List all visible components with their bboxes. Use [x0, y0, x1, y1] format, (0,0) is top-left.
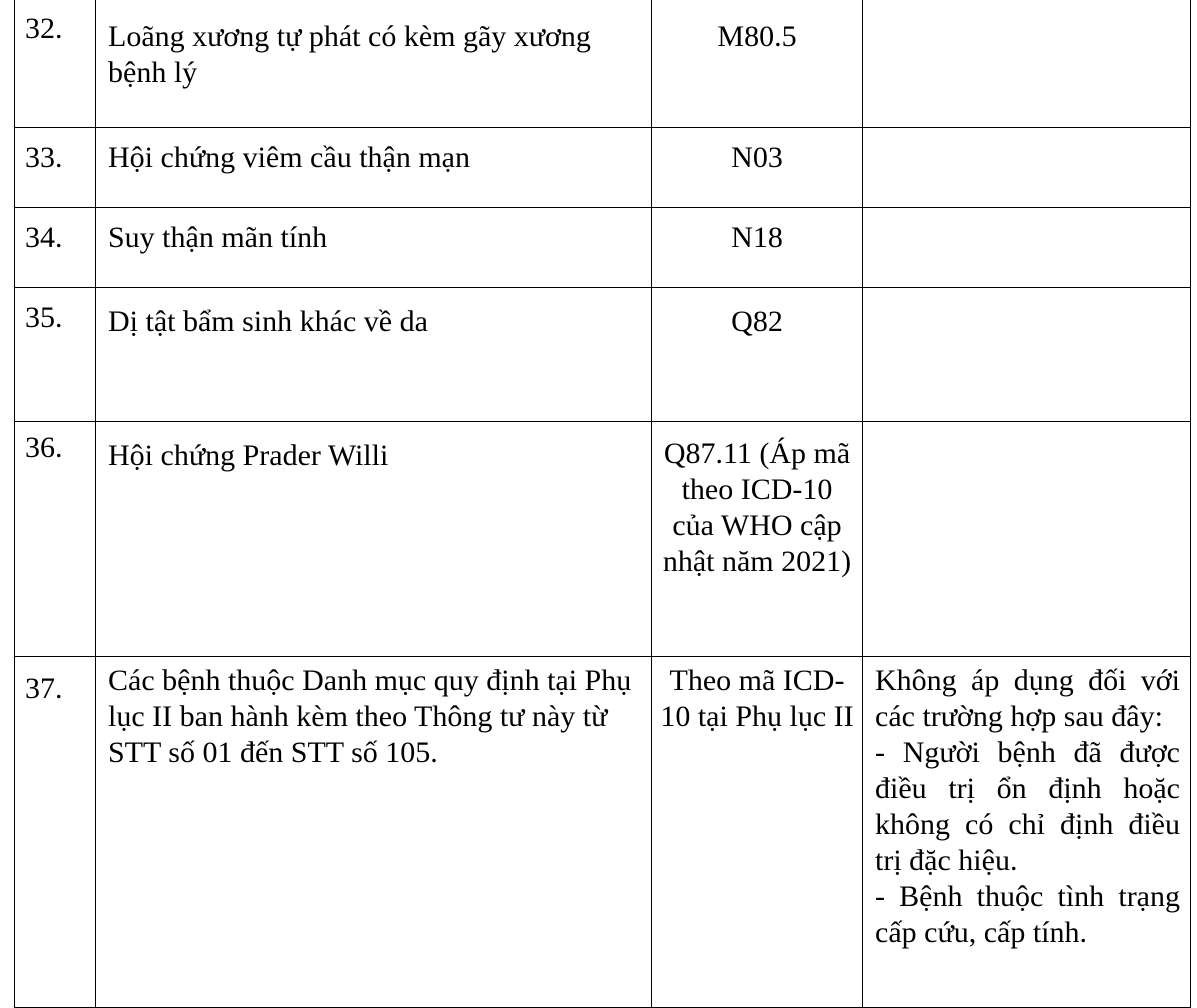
- disease-name: Hội chứng viêm cầu thận mạn: [96, 128, 652, 208]
- disease-name: Dị tật bẩm sinh khác về da: [96, 288, 652, 422]
- table-row: [15, 422, 1191, 657]
- disease-name: Hội chứng Prader Willi: [96, 422, 652, 657]
- table-row: [15, 657, 1191, 1008]
- note-line: - Người bệnh đã được điều trị ổn định hoặc không có chỉ định điều trị đặc hiệu.: [875, 736, 1180, 877]
- table-row: [15, 128, 1191, 208]
- row-number: 33.: [15, 128, 96, 208]
- disease-name: Các bệnh thuộc Danh mục quy định tại Phụ lục II ban hành kèm theo Thông tư này từ STT số 01 đến STT số 105.: [96, 657, 652, 1008]
- icd-code: N03: [652, 128, 863, 208]
- row-number: 34.: [15, 208, 96, 288]
- row-number: 32.: [15, 0, 96, 128]
- row-number: 35.: [15, 288, 96, 422]
- disease-table: [14, 0, 1191, 1008]
- icd-code: N18: [652, 208, 863, 288]
- icd-code: Q82: [652, 288, 863, 422]
- note-cell: [863, 128, 1191, 208]
- icd-code: Q87.11 (Áp mã theo ICD-10 của WHO cập nhật năm 2021): [652, 422, 863, 657]
- table-row: [15, 288, 1191, 422]
- icd-code: M80.5: [652, 0, 863, 128]
- table-row: [15, 0, 1191, 128]
- row-number: 36.: [15, 422, 96, 657]
- row-number: 37.: [15, 657, 96, 1008]
- table-row: [15, 208, 1191, 288]
- note-line: - Bệnh thuộc tình trạng cấp cứu, cấp tính.: [875, 880, 1180, 949]
- note-cell: [863, 208, 1191, 288]
- note-cell: [863, 657, 1191, 1008]
- disease-name: Suy thận mãn tính: [96, 208, 652, 288]
- disease-name: Loãng xương tự phát có kèm gãy xương bệnh lý: [96, 0, 652, 128]
- note-cell: [863, 288, 1191, 422]
- note-cell: [863, 422, 1191, 657]
- note-cell: [863, 0, 1191, 128]
- icd-code: Theo mã ICD-10 tại Phụ lục II: [652, 657, 863, 1008]
- note-line: Không áp dụng đối với các trường hợp sau đây:: [875, 664, 1180, 733]
